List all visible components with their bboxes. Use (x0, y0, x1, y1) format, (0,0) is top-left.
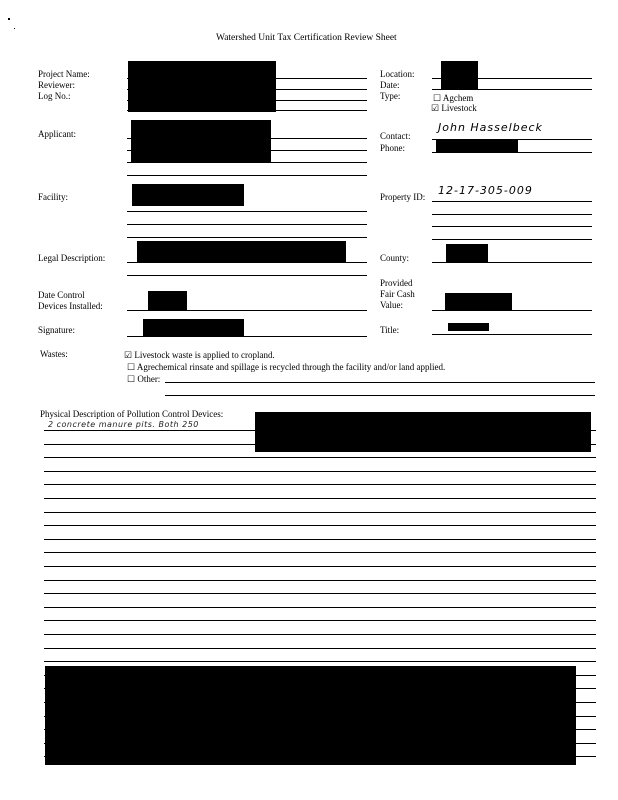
label-facility: Facility: (38, 192, 68, 202)
description-ruled-line (44, 539, 596, 540)
label-type: Type: (380, 91, 401, 101)
field-line (432, 262, 592, 263)
redaction-block (441, 61, 478, 89)
description-ruled-line (44, 580, 596, 581)
label-date: Date: (380, 80, 400, 90)
redaction-block (137, 241, 346, 262)
field-line (165, 395, 595, 396)
label-contact: Contact: (380, 131, 411, 141)
waste-option-agrechemical: ☐ Agrechemical rinsate and spillage is recycled through the facility and/or land applied. (127, 362, 446, 372)
field-line (127, 262, 367, 263)
description-ruled-line (44, 484, 596, 485)
field-line (165, 382, 595, 383)
label-phone: Phone: (380, 143, 406, 153)
type-option-livestock: ☑ Livestock (431, 103, 477, 113)
redaction-block (45, 666, 576, 765)
redaction-block (446, 244, 488, 262)
description-ruled-line (44, 471, 596, 472)
description-ruled-line (44, 430, 596, 431)
label-wastes: Wastes: (40, 349, 68, 359)
field-line (432, 89, 592, 90)
description-ruled-line (44, 634, 596, 635)
field-line (432, 214, 592, 215)
description-ruled-line (44, 498, 596, 499)
field-line (127, 237, 367, 238)
contact-handwritten: John Hasselbeck (438, 121, 543, 134)
description-ruled-line (44, 661, 596, 662)
label-county: County: (380, 253, 410, 263)
scan-speck (8, 18, 10, 20)
field-line (432, 310, 592, 311)
description-ruled-line (44, 457, 596, 458)
redaction-block (128, 61, 276, 112)
waste-option-other: ☐ Other: (127, 374, 161, 384)
description-ruled-line (44, 512, 596, 513)
redaction-block (132, 184, 244, 206)
field-line (127, 211, 367, 212)
label-legal-description: Legal Description: (38, 253, 106, 263)
label-location: Location: (380, 69, 415, 79)
description-ruled-line (44, 566, 596, 567)
label-property-id: Property ID: (380, 192, 426, 202)
redaction-block (445, 293, 512, 310)
redaction-block (436, 139, 518, 153)
label-provided: Provided (380, 278, 413, 288)
description-handwritten: 2 concrete manure pits. Both 250 (48, 420, 199, 429)
description-ruled-line (44, 648, 596, 649)
scan-speck (14, 28, 15, 29)
label-value: Value: (380, 300, 403, 310)
field-line (127, 275, 367, 276)
label-physical-description: Physical Description of Pollution Control Devices: (40, 409, 224, 419)
label-signature: Signature: (38, 325, 75, 335)
property-id-handwritten: 12-17-305-009 (438, 184, 533, 197)
field-line (432, 201, 592, 202)
description-ruled-line (44, 607, 596, 608)
field-line (432, 226, 592, 227)
label-applicant: Applicant: (38, 129, 76, 139)
redaction-block (143, 319, 244, 337)
page-title: Watershed Unit Tax Certification Review Sheet (216, 33, 397, 43)
field-line (432, 239, 592, 240)
label-project-name: Project Name: (38, 69, 90, 79)
label-date-control: Date Control (38, 290, 85, 300)
field-line (432, 334, 592, 335)
waste-option-livestock: ☑ Livestock waste is applied to cropland. (124, 350, 275, 360)
description-ruled-line (44, 620, 596, 621)
label-devices-installed: Devices Installed: (38, 301, 103, 311)
label-fair-cash: Fair Cash (380, 289, 415, 299)
redaction-block (448, 323, 489, 331)
field-line (127, 224, 367, 225)
label-reviewer: Reviewer: (38, 80, 75, 90)
label-title: Title: (380, 325, 400, 335)
field-line (127, 310, 367, 311)
description-ruled-line (44, 525, 596, 526)
type-option-agchem: ☐ Agchem (433, 93, 474, 103)
description-ruled-line (44, 593, 596, 594)
label-log-no: Log No.: (38, 91, 71, 101)
field-line (127, 175, 367, 176)
description-ruled-line (44, 552, 596, 553)
redaction-block (148, 291, 187, 310)
redaction-block (131, 120, 271, 163)
description-ruled-line (44, 444, 596, 445)
redaction-block (255, 412, 591, 452)
